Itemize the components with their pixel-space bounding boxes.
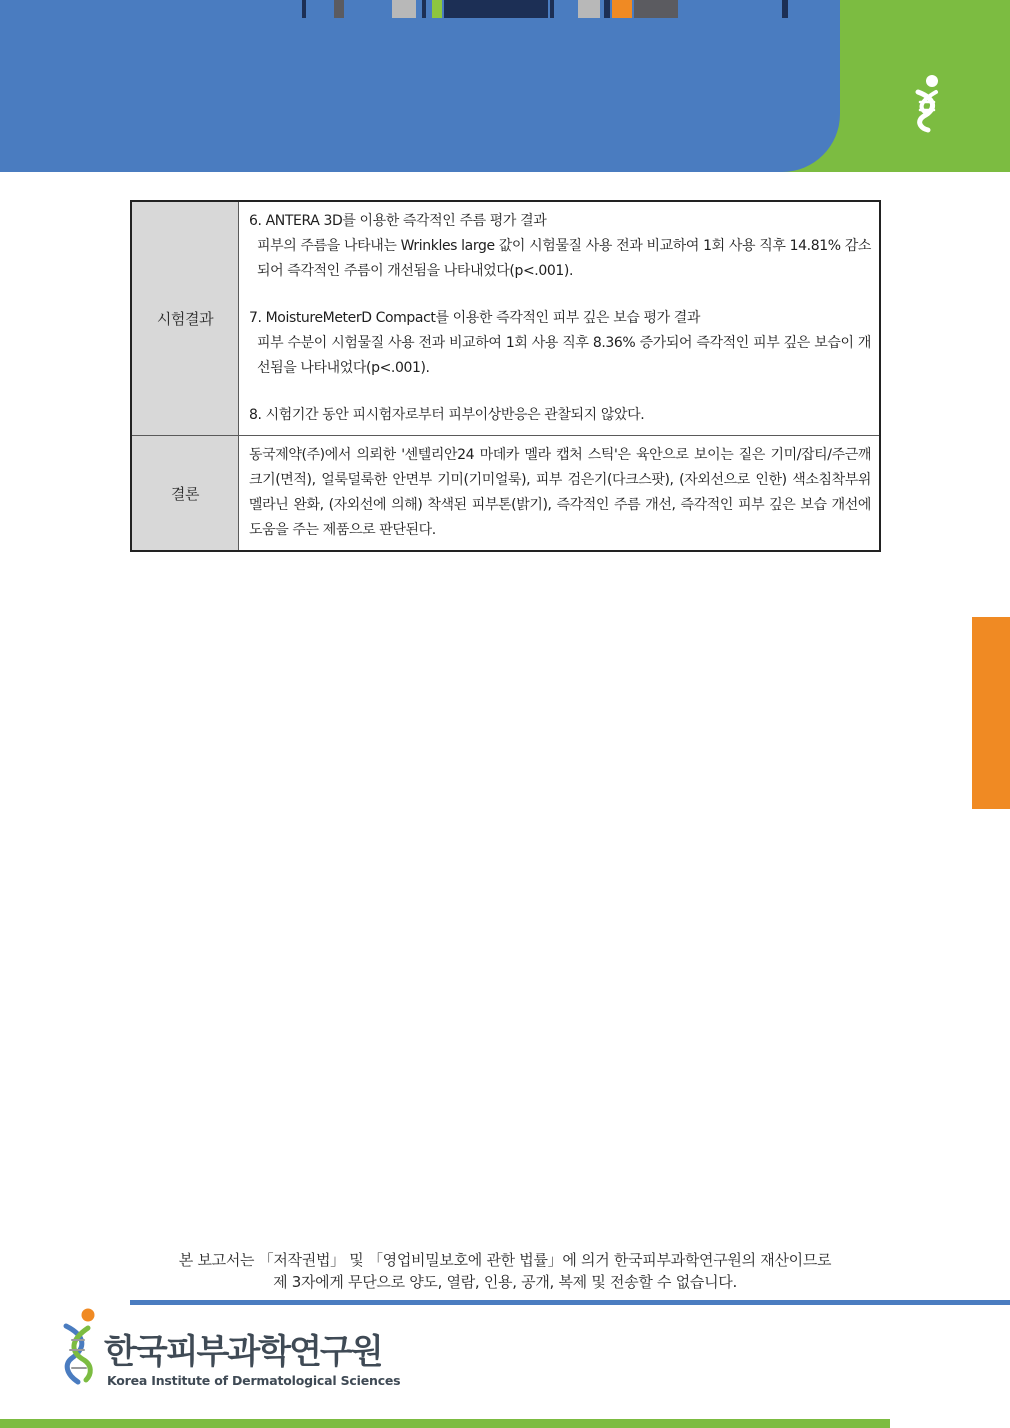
results-heading: 시험결과 bbox=[131, 201, 239, 436]
results-body bbox=[239, 201, 881, 436]
dna-figure-icon bbox=[904, 72, 950, 134]
result-item bbox=[249, 403, 871, 428]
footer-divider bbox=[130, 1300, 1010, 1305]
copyright-notice bbox=[130, 1249, 880, 1293]
conclusion-heading: 결론 bbox=[131, 436, 239, 552]
institute-name-english: Korea Institute of Dermatological Sciences bbox=[107, 1373, 401, 1388]
result-item-title: 7. MoistureMeterD Compact를 이용한 즉각적인 피부 깊은 보습 평가 결과 bbox=[249, 310, 701, 326]
conclusion-body bbox=[239, 436, 881, 552]
copyright-line: 제 3자에게 무단으로 양도, 열람, 인용, 공개, 복제 및 전송할 수 없습니다. bbox=[273, 1273, 737, 1291]
result-item-description: 피부의 주름을 나타내는 Wrinkles large 값이 시험물질 사용 전과 비교하여 1회 사용 직후 14.81% 감소되어 즉각적인 주름이 개선됨을 나타내었다(p<.001). bbox=[257, 238, 871, 279]
header-blue-band bbox=[0, 0, 840, 172]
result-item-title: 8. 시험기간 동안 피시험자로부터 피부이상반응은 관찰되지 않았다. bbox=[249, 407, 645, 423]
results-row bbox=[131, 201, 880, 436]
dna-helix-figure-icon bbox=[58, 1306, 104, 1388]
copyright-line: 본 보고서는 「저작권법」 및 「영업비밀보호에 관한 법률」에 의거 한국피부과학연구원의 재산이므로 bbox=[178, 1251, 832, 1269]
result-item bbox=[249, 306, 871, 381]
conclusion-text: 동국제약(주)에서 의뢰한 '센텔리안24 마데카 멜라 캡처 스틱'은 육안으로 보이는 짙은 기미/잡티/주근깨 크기(면적), 얼룩덜룩한 안면부 기미(기미얼룩), 피부 검은기(다크스팟), (자외선으로 인한) 색소침착부위 멜라닌 완화, (자외선에 의해) 착색된 피부톤(밝기), 즉각적인 주름 개선, 즉각적인 피부 깊은 보습 개선에 도움을 주는 제품으로 판단된다. bbox=[249, 447, 871, 538]
bottom-green-bar bbox=[0, 1419, 890, 1428]
side-tab bbox=[972, 617, 1010, 809]
institute-name-korean: 한국피부과학연구원 bbox=[104, 1332, 382, 1372]
report-table bbox=[130, 200, 881, 552]
result-item-title: 6. ANTERA 3D를 이용한 즉각적인 주름 평가 결과 bbox=[249, 213, 547, 229]
conclusion-row bbox=[131, 436, 880, 552]
result-item-description: 피부 수분이 시험물질 사용 전과 비교하여 1회 사용 직후 8.36% 증가되어 즉각적인 피부 깊은 보습이 개선됨을 나타내었다(p<.001). bbox=[257, 335, 871, 376]
result-item bbox=[249, 209, 871, 284]
